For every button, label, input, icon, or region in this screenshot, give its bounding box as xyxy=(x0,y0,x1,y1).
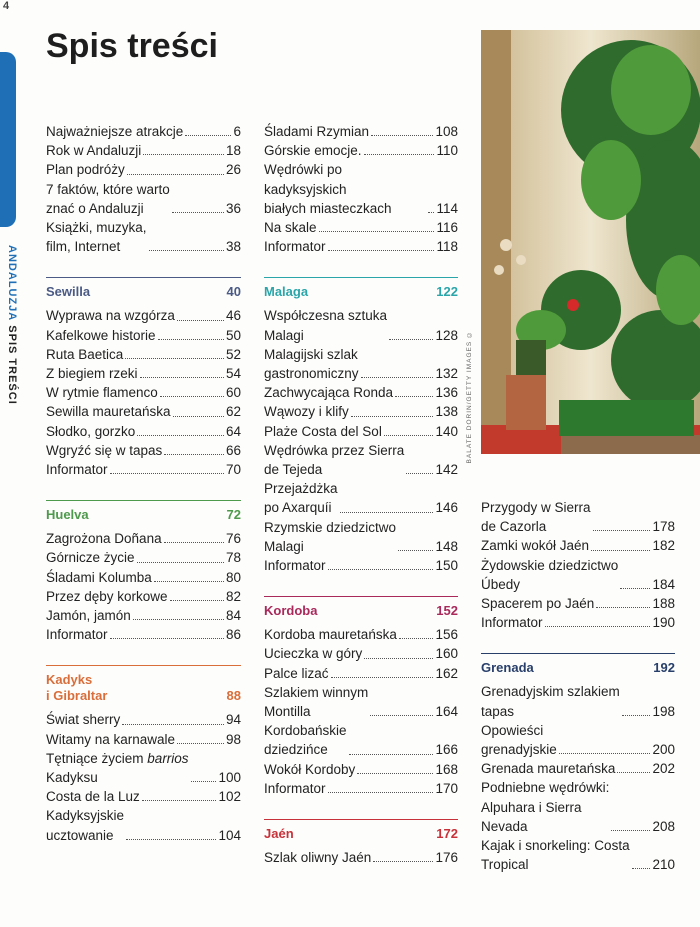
toc-entry[interactable] xyxy=(264,664,458,683)
toc-entry[interactable] xyxy=(46,806,241,844)
toc-entry-page: 138 xyxy=(435,404,458,420)
toc-entry-page: 202 xyxy=(652,761,675,777)
toc-column-3 xyxy=(481,498,675,874)
dot-leader xyxy=(172,212,224,213)
dot-leader xyxy=(351,416,434,417)
dot-leader xyxy=(559,753,651,754)
dot-leader xyxy=(127,174,224,175)
toc-entry-title: Rok w Andaluzji xyxy=(46,143,142,159)
toc-entry-page: 52 xyxy=(225,346,241,362)
toc-entry[interactable] xyxy=(46,141,241,160)
toc-entry-page: 38 xyxy=(225,239,241,255)
dot-leader xyxy=(591,550,650,551)
toc-entry-page: 178 xyxy=(652,519,675,535)
toc-entry-title: Jamón, jamón xyxy=(46,608,131,624)
dot-leader xyxy=(406,473,433,474)
section-heading xyxy=(46,507,241,523)
toc-entry-title: Na skale xyxy=(264,220,317,236)
toc-entry-page: 184 xyxy=(652,576,675,592)
dot-leader xyxy=(611,830,650,831)
toc-entry-title: Informator xyxy=(264,780,326,796)
toc-entry-title: Współczesna sztuka Malagi xyxy=(264,308,388,343)
section-heading xyxy=(481,660,675,676)
toc-entry[interactable] xyxy=(46,749,241,787)
toc-entry-title: Palce lizać xyxy=(264,665,329,681)
toc-entry[interactable] xyxy=(264,556,458,575)
toc-entry[interactable] xyxy=(46,180,241,218)
toc-entry[interactable] xyxy=(46,606,241,625)
dot-leader xyxy=(328,569,434,570)
section-name: Huelva xyxy=(46,507,89,523)
toc-entry-title: Śladami Kolumba xyxy=(46,569,152,585)
section-page: 40 xyxy=(226,284,241,300)
toc-entry-title: Wokół Kordoby xyxy=(264,761,356,777)
dot-leader xyxy=(149,250,224,251)
toc-entry-title: 7 faktów, które warto znać o Andaluzji xyxy=(46,181,170,216)
toc-entry-title: Grenada mauretańska xyxy=(481,761,616,777)
dot-leader xyxy=(133,619,224,620)
toc-entry-title: Spacerem po Jaén xyxy=(481,596,595,612)
toc-entry[interactable] xyxy=(264,218,458,237)
toc-entry[interactable] xyxy=(481,613,675,632)
dot-leader xyxy=(593,530,651,531)
toc-entry[interactable] xyxy=(481,836,675,874)
toc-entry-title: Szlakiem winnym Montilla xyxy=(264,684,369,720)
dot-leader xyxy=(389,339,433,340)
dot-leader xyxy=(143,154,224,155)
toc-entry[interactable] xyxy=(264,402,458,421)
toc-entry-page: 78 xyxy=(225,550,241,566)
dot-leader xyxy=(428,212,434,213)
toc-entry[interactable] xyxy=(46,625,241,644)
toc-entry-page: 148 xyxy=(435,538,458,554)
toc-entry-page: 150 xyxy=(435,558,458,574)
section-name: Malaga xyxy=(264,284,309,300)
toc-entry-page: 18 xyxy=(225,143,241,159)
side-running-head xyxy=(0,245,18,405)
section-page: 122 xyxy=(436,284,458,300)
section-heading xyxy=(264,284,458,300)
toc-entry[interactable] xyxy=(264,518,458,556)
toc-entry-title: Wyprawa na wzgórza xyxy=(46,308,175,324)
toc-entry-title: Wędrówki po kadyksyjskich białych miasteczkach xyxy=(264,162,392,216)
section-page: 72 xyxy=(226,507,241,523)
toc-section xyxy=(264,596,458,798)
toc-entry-title: Górnicze życie xyxy=(46,550,135,566)
dot-leader xyxy=(328,250,435,251)
toc-entry-title: Wgryźć się w tapas xyxy=(46,442,163,458)
toc-entry[interactable] xyxy=(481,778,675,836)
toc-entry-title: Wąwozy i klify xyxy=(264,404,349,420)
dot-leader xyxy=(164,454,224,455)
toc-entry-title: Grenadyjskim szlakiem tapas xyxy=(481,684,620,719)
section-page: 88 xyxy=(226,688,241,704)
dot-leader xyxy=(191,781,217,782)
dot-leader xyxy=(395,396,433,397)
toc-entry-title: Książki, muzyka, film, Internet xyxy=(46,220,147,255)
toc-entry[interactable] xyxy=(481,556,675,594)
dot-leader xyxy=(349,754,434,755)
toc-entry-page: 114 xyxy=(436,200,458,216)
dot-leader xyxy=(545,626,651,627)
toc-entry-page: 62 xyxy=(225,404,241,420)
toc-entry[interactable] xyxy=(46,460,241,479)
toc-entry-title: Informator xyxy=(264,558,326,574)
dot-leader xyxy=(177,743,224,744)
dot-leader xyxy=(185,135,231,136)
toc-entry-page: 142 xyxy=(435,462,458,478)
toc-section xyxy=(264,122,458,256)
toc-entry[interactable] xyxy=(264,441,458,479)
toc-entry[interactable] xyxy=(264,721,458,759)
dot-leader xyxy=(617,772,650,773)
dot-leader xyxy=(384,435,434,436)
toc-entry-page: 108 xyxy=(435,124,458,139)
dot-leader xyxy=(319,231,435,232)
toc-entry[interactable] xyxy=(264,122,458,141)
toc-entry-title: W rytmie flamenco xyxy=(46,385,158,401)
dot-leader xyxy=(373,861,433,862)
dot-leader xyxy=(622,715,651,716)
toc-entry-page: 86 xyxy=(225,627,241,643)
dot-leader xyxy=(137,435,224,436)
toc-entry-page: 132 xyxy=(435,366,458,382)
toc-entry-page: 50 xyxy=(225,327,241,343)
toc-entry[interactable] xyxy=(46,710,241,729)
toc-entry-page: 60 xyxy=(225,385,241,401)
toc-entry[interactable] xyxy=(46,364,241,383)
toc-section xyxy=(481,653,675,874)
chapter-tab xyxy=(0,52,16,227)
dot-leader xyxy=(170,600,224,601)
section-heading xyxy=(264,603,458,619)
dot-leader xyxy=(154,581,224,582)
toc-entry[interactable] xyxy=(264,683,458,721)
section-name: Kordoba xyxy=(264,603,318,619)
toc-entry-page: 162 xyxy=(435,665,458,681)
toc-entry-page: 26 xyxy=(225,162,241,178)
photo-illustration xyxy=(481,30,700,454)
toc-entry[interactable] xyxy=(46,730,241,749)
toc-entry[interactable] xyxy=(46,529,241,548)
toc-entry-title: Informator xyxy=(46,627,108,643)
toc-entry[interactable] xyxy=(264,848,458,867)
toc-entry[interactable] xyxy=(46,548,241,567)
toc-entry-title: Górskie emocje. xyxy=(264,143,362,159)
toc-entry[interactable] xyxy=(481,594,675,613)
toc-entry-page: 6 xyxy=(233,124,241,139)
toc-entry-title: Costa de la Luz xyxy=(46,789,140,805)
toc-entry[interactable] xyxy=(481,536,675,555)
toc-entry-page: 176 xyxy=(435,850,458,866)
toc-entry-page: 136 xyxy=(435,385,458,401)
dot-leader xyxy=(140,377,224,378)
dot-leader xyxy=(125,358,224,359)
toc-entry-title: Witamy na karnawale xyxy=(46,731,176,747)
section-page: 172 xyxy=(436,826,458,842)
toc-entry[interactable] xyxy=(264,141,458,160)
dot-leader xyxy=(110,638,224,639)
toc-entry-title: Najważniejsze atrakcje xyxy=(46,124,184,139)
toc-entry-title: Rzymskie dziedzictwo Malagi xyxy=(264,519,397,554)
toc-entry-title: Kajak i snorkeling: Costa Tropical xyxy=(481,838,630,873)
toc-entry[interactable] xyxy=(481,682,675,720)
toc-entry-page: 118 xyxy=(436,239,458,255)
side-label-section: SPIS TREŚCI xyxy=(6,321,18,405)
toc-entry-page: 82 xyxy=(225,588,241,604)
toc-entry-page: 146 xyxy=(435,500,458,516)
toc-entry[interactable] xyxy=(481,721,675,759)
toc-entry-title: Przez dęby korkowe xyxy=(46,588,168,604)
dot-leader xyxy=(361,377,434,378)
toc-entry[interactable] xyxy=(264,644,458,663)
toc-entry-page: 100 xyxy=(218,770,241,786)
toc-entry-page: 98 xyxy=(225,731,241,747)
dot-leader xyxy=(110,473,224,474)
toc-entry-page: 94 xyxy=(225,712,241,728)
toc-column-1 xyxy=(46,122,241,845)
toc-entry-page: 166 xyxy=(435,742,458,758)
toc-entry-title: Kordobańskie dziedzińce xyxy=(264,723,347,758)
toc-entry-title: Ruta Baetica xyxy=(46,346,124,362)
toc-entry-page: 140 xyxy=(435,423,458,439)
toc-entry-title: Ucieczka w góry xyxy=(264,646,363,662)
toc-entry-title: Zachwycająca Ronda xyxy=(264,385,394,401)
cover-photo-courtyard-plants xyxy=(481,30,700,454)
toc-entry-title: Szlak oliwny Jaén xyxy=(264,850,372,866)
toc-entry-title: Zagrożona Doñana xyxy=(46,531,162,547)
toc-entry-page: 66 xyxy=(225,442,241,458)
dot-leader xyxy=(340,512,434,513)
toc-entry-page: 54 xyxy=(225,366,241,382)
toc-entry-title: Żydowskie dziedzictwo Úbedy xyxy=(481,557,619,592)
page-title: Spis treści xyxy=(46,27,218,65)
toc-entry[interactable] xyxy=(264,422,458,441)
dot-leader xyxy=(142,800,217,801)
toc-entry-page: 64 xyxy=(225,423,241,439)
dot-leader xyxy=(370,715,433,716)
toc-section xyxy=(46,500,241,644)
dot-leader xyxy=(357,773,433,774)
toc-entry-page: 168 xyxy=(435,761,458,777)
toc-entry-title: Informator xyxy=(264,239,326,255)
toc-entry-page: 188 xyxy=(652,596,675,612)
dot-leader xyxy=(620,588,650,589)
section-heading xyxy=(264,826,458,842)
dot-leader xyxy=(596,607,650,608)
toc-entry-page: 156 xyxy=(435,627,458,643)
dot-leader xyxy=(158,339,224,340)
section-name: Jaén xyxy=(264,826,294,842)
toc-entry-title: Sewilla mauretańska xyxy=(46,404,171,420)
toc-entry-title: Malagijski szlak gastronomiczny xyxy=(264,346,359,382)
toc-entry-title: Świat sherry xyxy=(46,712,121,728)
toc-entry[interactable] xyxy=(264,306,458,344)
toc-entry-title: Plan podróży xyxy=(46,162,125,178)
toc-entry-title: Słodko, gorzko xyxy=(46,423,136,439)
toc-entry-page: 46 xyxy=(225,308,241,324)
section-page: 152 xyxy=(436,603,458,619)
toc-entry-title: Przejażdżka po Axarquíi xyxy=(264,481,338,516)
toc-entry-title: Informator xyxy=(481,615,543,631)
photo-credit: BALATE DORIN/GETTY IMAGES © xyxy=(466,330,473,464)
toc-entry-page: 110 xyxy=(436,143,458,159)
toc-section xyxy=(264,819,458,867)
section-heading xyxy=(46,672,241,704)
dot-leader xyxy=(398,550,433,551)
toc-section xyxy=(46,122,241,256)
toc-entry-page: 170 xyxy=(435,780,458,796)
toc-entry-title: Opowieści grenadyjskie xyxy=(481,722,557,758)
toc-entry-title: Tętniące życiem barrios Kadyksu xyxy=(46,750,189,786)
toc-entry[interactable] xyxy=(264,345,458,383)
toc-entry-title: Wędrówka przez Sierra de Tejeda xyxy=(264,442,405,478)
section-name: Sewilla xyxy=(46,284,91,300)
toc-entry[interactable] xyxy=(46,345,241,364)
toc-entry[interactable] xyxy=(46,326,241,345)
toc-entry-page: 182 xyxy=(652,538,675,554)
toc-entry-title: Kadyksyjskie ucztowanie xyxy=(46,808,125,843)
dot-leader xyxy=(137,562,224,563)
toc-entry-title: Podniebne wędrówki: Alpuhara i Sierra Nevada xyxy=(481,780,610,834)
toc-entry-page: 208 xyxy=(652,818,675,834)
section-name: Grenada xyxy=(481,660,534,676)
toc-entry[interactable] xyxy=(46,383,241,402)
toc-entry-page: 80 xyxy=(225,569,241,585)
dot-leader xyxy=(364,154,435,155)
toc-entry-title: Kordoba mauretańska xyxy=(264,627,397,643)
toc-section xyxy=(46,277,241,479)
dot-leader xyxy=(364,658,433,659)
toc-entry-page: 200 xyxy=(652,742,675,758)
toc-entry[interactable] xyxy=(46,422,241,441)
toc-entry[interactable] xyxy=(264,383,458,402)
toc-entry-title: Z biegiem rzeki xyxy=(46,366,138,382)
toc-column-2 xyxy=(264,122,458,867)
toc-entry[interactable] xyxy=(46,122,241,141)
dot-leader xyxy=(122,724,224,725)
toc-entry[interactable] xyxy=(46,568,241,587)
toc-entry-page: 76 xyxy=(225,531,241,547)
toc-entry[interactable] xyxy=(46,787,241,806)
toc-entry[interactable] xyxy=(481,498,675,536)
toc-entry[interactable] xyxy=(46,218,241,256)
toc-entry-page: 198 xyxy=(652,703,675,719)
toc-entry-title: Przygody w Sierra de Cazorla xyxy=(481,500,591,535)
toc-entry[interactable] xyxy=(264,479,458,517)
toc-entry-title: Plaże Costa del Sol xyxy=(264,423,382,439)
toc-entry-title: Informator xyxy=(46,462,108,478)
toc-entry-page: 102 xyxy=(218,789,241,805)
toc-entry[interactable] xyxy=(46,441,241,460)
toc-entry-title: Zamki wokół Jaén xyxy=(481,538,590,554)
dot-leader xyxy=(331,677,434,678)
dot-leader xyxy=(632,868,651,869)
toc-entry-page: 210 xyxy=(652,857,675,873)
dot-leader xyxy=(164,542,224,543)
toc-section xyxy=(46,665,241,844)
dot-leader xyxy=(173,416,224,417)
toc-entry[interactable] xyxy=(481,759,675,778)
section-heading xyxy=(46,284,241,300)
toc-section xyxy=(481,498,675,632)
toc-entry[interactable] xyxy=(46,160,241,179)
toc-entry-page: 70 xyxy=(225,462,241,478)
toc-entry-page: 104 xyxy=(218,827,241,843)
toc-entry[interactable] xyxy=(264,160,458,218)
toc-entry[interactable] xyxy=(264,625,458,644)
dot-leader xyxy=(328,792,434,793)
toc-entry[interactable] xyxy=(264,760,458,779)
page-number: 4 xyxy=(3,0,10,12)
toc-entry[interactable] xyxy=(46,587,241,606)
toc-entry-page: 164 xyxy=(435,704,458,720)
toc-entry-page: 36 xyxy=(225,200,241,216)
toc-entry-page: 128 xyxy=(435,327,458,343)
toc-entry-title: Kafelkowe historie xyxy=(46,327,156,343)
dot-leader xyxy=(399,638,434,639)
toc-entry-page: 84 xyxy=(225,608,241,624)
toc-entry[interactable] xyxy=(46,306,241,325)
section-name: Kadyks i Gibraltar xyxy=(46,672,108,704)
toc-entry[interactable] xyxy=(46,402,241,421)
dot-leader xyxy=(126,839,216,840)
dot-leader xyxy=(160,396,224,397)
toc-entry[interactable] xyxy=(264,779,458,798)
toc-section xyxy=(264,277,458,575)
toc-entry[interactable] xyxy=(264,237,458,256)
dot-leader xyxy=(177,320,224,321)
side-label-country: ANDALUZJA xyxy=(6,245,18,322)
toc-entry-page: 116 xyxy=(436,220,458,236)
toc-entry-title: Śladami Rzymian xyxy=(264,124,370,139)
toc-entry-page: 160 xyxy=(435,646,458,662)
dot-leader xyxy=(371,135,433,136)
section-page: 192 xyxy=(653,660,675,676)
toc-entry-page: 190 xyxy=(652,615,675,631)
